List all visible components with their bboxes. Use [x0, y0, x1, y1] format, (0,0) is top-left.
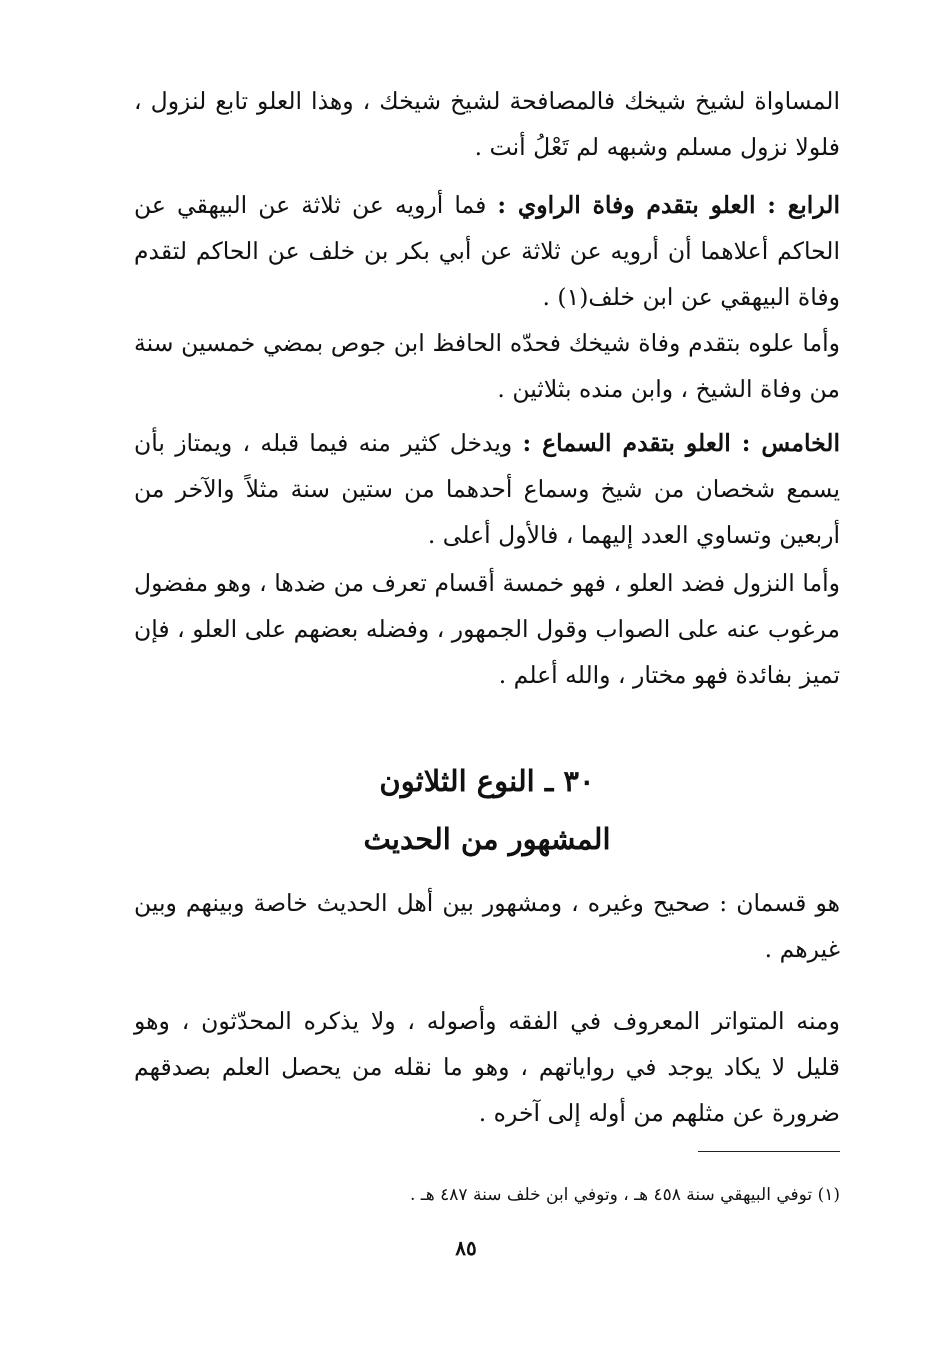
paragraph-fourth-type	[134, 182, 840, 320]
footnote: (١) توفي البيهقي سنة ٤٥٨ هـ ، وتوفي ابن خلف سنة ٤٨٧ هـ .	[410, 1185, 840, 1205]
paragraph-text: المساواة لشيخ شيخك فالمصافحة لشيخ شيخك ، وهذا العلو تابع لنزول ، فلولا نزول مسلم وشبهه لم تَعْلُ أنت .	[134, 87, 840, 161]
paragraph-text: وأما علوه بتقدم وفاة شيخك فحدّه الحافظ ابن جوص بمضي خمسين سنة من وفاة الشيخ ، وابن منده بثلاثين .	[134, 329, 840, 403]
paragraph-text: هو قسمان : صحيح وغيره ، ومشهور بين أهل الحديث خاصة وبينهم وبين غيرهم .	[134, 889, 840, 963]
paragraph-musawat	[134, 78, 840, 170]
paragraph-text: ومنه المتواتر المعروف في الفقه وأصوله ، ولا يذكره المحدّثون ، وهو قليل لا يكاد يوجد في رواياتهم ، وهو ما نقله من يحصل العلم بصدقهم ضرورة عن مثلهم من أوله إلى آخره .	[134, 1007, 840, 1127]
paragraph-death-of-sheikh	[134, 320, 840, 412]
section-title-heading: المشهور من الحديث	[363, 822, 611, 856]
section-number-heading: ٣٠ ـ النوع الثلاثون	[379, 764, 595, 798]
paragraph-lead: الرابع : العلو بتقدم وفاة الراوي :	[497, 191, 840, 219]
paragraph-text: ويدخل كثير منه فيما قبله ، ويمتاز بأن يسمع شخصان من شيخ وسماع أحدهما من ستين سنة مثلاً والآخر من أربعين وتساوي العدد إليهما ، فالأول أعلى .	[134, 429, 840, 549]
paragraph-two-kinds	[134, 880, 840, 972]
paragraph-lead: الخامس : العلو بتقدم السماع :	[522, 429, 840, 457]
footnote-divider	[698, 1151, 840, 1152]
paragraph-fifth-type	[134, 420, 840, 558]
paragraph-text: فما أرويه عن ثلاثة عن البيهقي عن الحاكم أعلاهما أن أرويه عن ثلاثة عن أبي بكر بن خلف عن الحاكم لتقدم وفاة البيهقي عن ابن خلف(١) .	[134, 191, 840, 311]
paragraph-text: وأما النزول فضد العلو ، فهو خمسة أقسام تعرف من ضدها ، وهو مفضول مرغوب عنه على الصواب وقول الجمهور ، وفضله بعضهم على العلو ، فإن تميز بفائدة فهو مختار ، والله أعلم .	[134, 569, 840, 689]
paragraph-mutawatir	[134, 998, 840, 1136]
paragraph-nuzul	[134, 560, 840, 698]
page-number: ٨٥	[455, 1236, 477, 1260]
